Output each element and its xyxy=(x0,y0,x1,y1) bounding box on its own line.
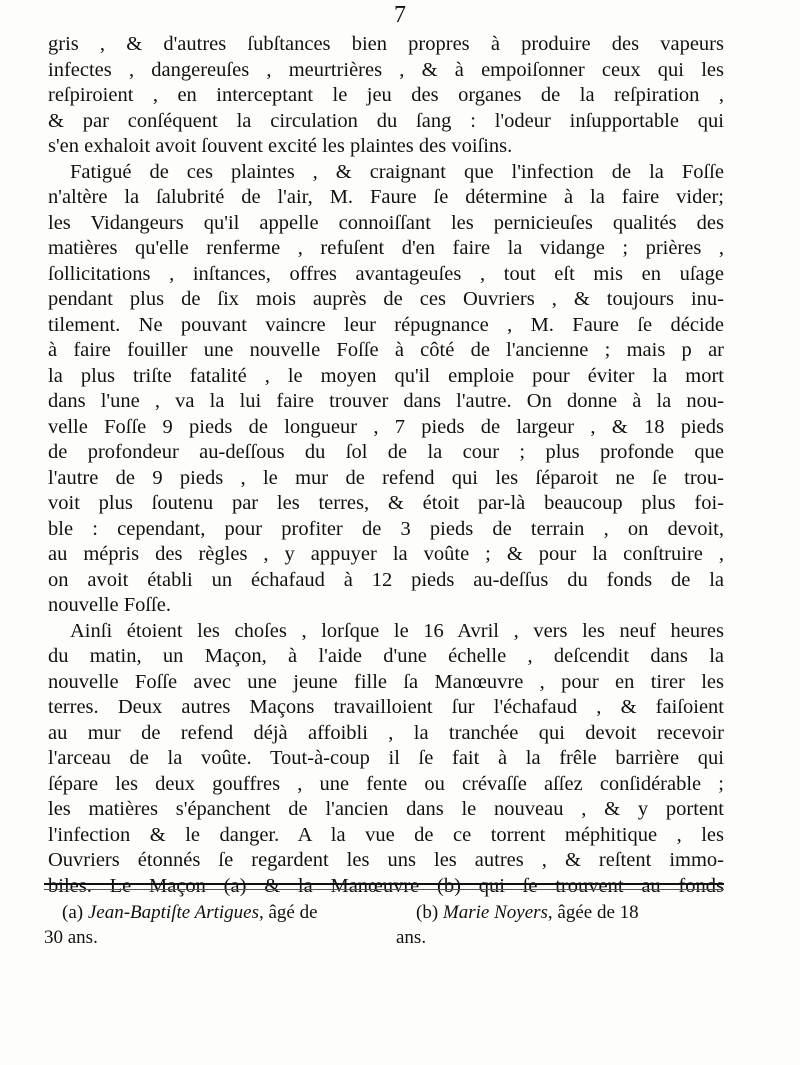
text-line: dans l'une , va la lui faire trouver dans l'autre. On donne à la nou- xyxy=(48,390,724,412)
body-text xyxy=(48,32,724,899)
footnote-b-rest: , âgée de 18 xyxy=(547,902,639,923)
text-line: nouvelle Foſſe. xyxy=(48,594,171,616)
text-line: infectes , dangereuſes , meurtrières , & à empoiſonner ceux qui les xyxy=(48,58,724,81)
text-line: terres. Deux autres Maçons travailloient ſur l'échafaud , & faiſoient xyxy=(48,696,724,718)
text-line: pendant plus de ſix mois auprès de ces Ouvriers , & toujours inu- xyxy=(48,288,724,310)
footnote-b-name: Marie Noyers xyxy=(442,902,548,923)
text-line: matières qu'elle renferme , refuſent d'en faire la vidange ; prières , xyxy=(48,237,724,259)
footnote-rule-thin xyxy=(44,889,724,890)
footnote-b xyxy=(416,900,639,925)
text-line: reſpiroient , en interceptant le jeu des organes de la reſpiration , xyxy=(48,84,724,106)
text-line: biles. Le Maçon (a) & la Manœuvre (b) qui ſe trouvent au fonds xyxy=(48,874,724,897)
text-line: s'en exhaloit avoit ſouvent excité les plaintes des voiſins. xyxy=(48,135,513,157)
footnote-a-continuation: 30 ans. xyxy=(44,927,98,948)
page-number: 7 xyxy=(394,2,406,28)
text-line: du matin, un Maçon, à l'aide d'une échelle , deſcendit dans la xyxy=(48,645,724,667)
footnote-a xyxy=(62,900,318,925)
text-line: l'autre de 9 pieds , le mur de refend qui les ſéparoit ne ſe trou- xyxy=(48,466,724,489)
footnote-b-marker: (b) xyxy=(416,902,439,923)
text-line: gris , & d'autres ſubſtances bien propres à produire des vapeurs xyxy=(48,33,724,55)
footnote-a-rest: , âgé de xyxy=(258,902,318,923)
text-line: tilement. Ne pouvant vaincre leur répugnance , M. Faure ſe décide xyxy=(48,313,724,336)
footnote-a-marker: (a) xyxy=(62,902,84,923)
text-line: Fatigué de ces plaintes , & craignant que l'infection de la Foſſe xyxy=(70,160,724,183)
text-line: Ouvriers étonnés ſe regardent les uns les autres , & reſtent immo- xyxy=(48,849,724,871)
text-line: l'infection & le danger. A la vue de ce torrent méphitique , les xyxy=(48,823,724,846)
text-line: ſépare les deux gouffres , une fente ou crévaſſe aſſez conſidérable ; xyxy=(48,772,724,795)
text-line: l'arceau de la voûte. Tout-à-coup il ſe fait à la frêle barrière qui xyxy=(48,747,724,769)
text-line: les Vidangeurs qu'il appelle connoiſſant les pernicieuſes qualités des xyxy=(48,211,724,234)
text-line: ſollicitations , inſtances, offres avantageuſes , tout eſt mis en uſage xyxy=(48,262,724,285)
footnote-rule xyxy=(44,883,724,885)
text-line: les matières s'épanchent de l'ancien dans le nouveau , & y portent xyxy=(48,798,724,820)
text-line: la plus triſte fatalité , le moyen qu'il emploie pour éviter la mort xyxy=(48,364,724,387)
text-line: on avoit établi un échafaud à 12 pieds au-deſſus du fonds de la xyxy=(48,568,724,591)
text-line: ble : cependant, pour profiter de 3 pieds de terrain , on devoit, xyxy=(48,517,724,540)
text-line: & par conſéquent la circulation du ſang : l'odeur inſupportable qui xyxy=(48,109,724,132)
text-line: au mur de refend déjà affoibli , la tranchée qui devoit recevoir xyxy=(48,721,724,744)
text-line: nouvelle Foſſe avec une jeune fille ſa Manœuvre , pour en tirer les xyxy=(48,670,724,693)
text-line: velle Foſſe 9 pieds de longueur , 7 pieds de largeur , & 18 pieds xyxy=(48,415,724,438)
footnote-b-continuation: ans. xyxy=(396,927,427,948)
text-line: n'altère la ſalubrité de l'air, M. Faure ſe détermine à la faire vider; xyxy=(48,186,724,208)
text-line: au mépris des règles , y appuyer la voûte ; & pour la conſtruire , xyxy=(48,543,724,565)
text-line: à faire fouiller une nouvelle Foſſe à côté de l'ancienne ; mais p ar xyxy=(48,339,724,361)
footnote-a-name: Jean-Baptiſte Artigues xyxy=(87,902,259,923)
text-line: voit plus ſoutenu par les terres, & étoit par-là beaucoup plus foi- xyxy=(48,492,724,514)
text-line: Ainſi étoient les choſes , lorſque le 16 Avril , vers les neuf heures xyxy=(70,619,724,642)
text-line: de profondeur au-deſſous du ſol de la cour ; plus profonde que xyxy=(48,441,724,463)
